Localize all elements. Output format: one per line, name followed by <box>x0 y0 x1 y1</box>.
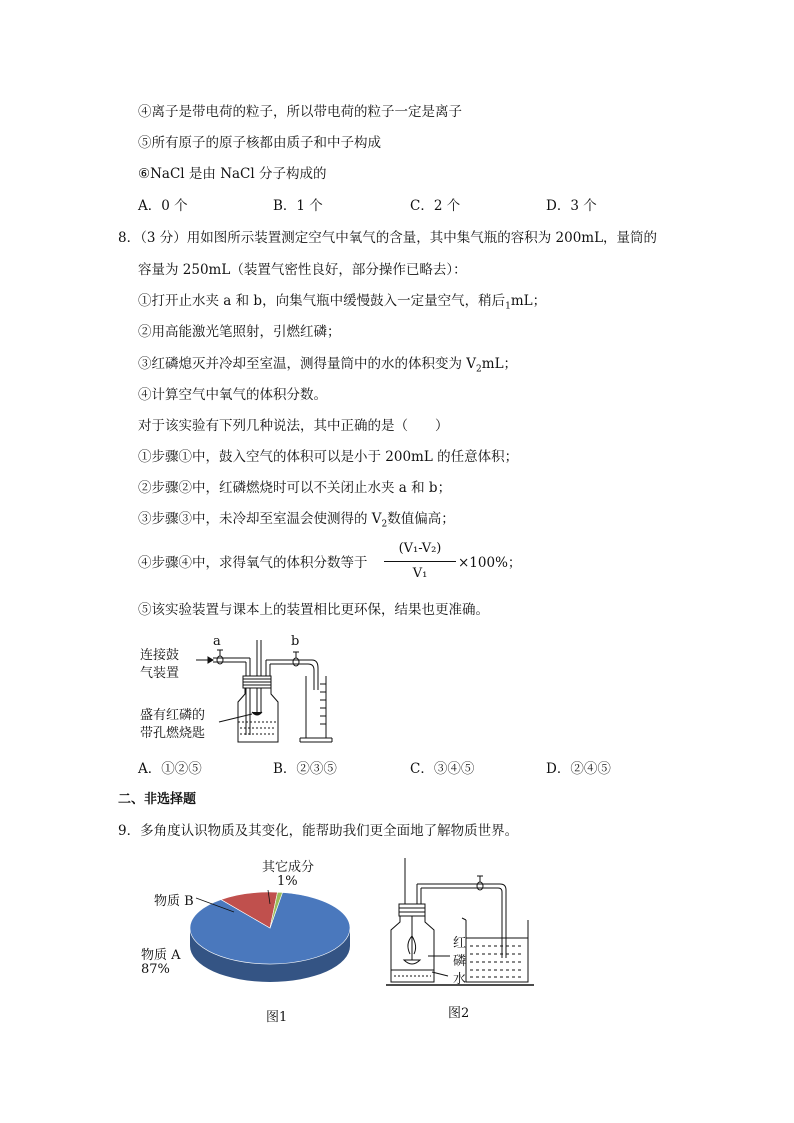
q8-label-connect-1: 连接鼓 <box>140 648 180 663</box>
q9-stem: 9．多角度认识物质及其变化，能帮助我们更全面地了解物质世界。 <box>118 823 519 839</box>
q8-fraction-denominator: V₁ <box>412 566 428 581</box>
q8-statement3-text: ③步骤③中，未冷却至室温会使测得的 V <box>138 511 382 527</box>
q7-item4: ④离子是带电荷的粒子，所以带电荷的粒子一定是离子 <box>138 104 462 120</box>
q8-statement2: ②步骤②中，红磷燃烧时可以不关闭止水夹 a 和 b； <box>138 480 452 496</box>
q9-pie-chart <box>180 888 370 1008</box>
q8-statement5: ⑤该实验装置与课本上的装置相比更环保，结果也更准确。 <box>138 602 489 618</box>
q9-figure2-caption: 图2 <box>448 1006 470 1021</box>
q9-label-other-pct: 1% <box>277 874 298 889</box>
q8-label-connect-2: 气装置 <box>140 666 180 681</box>
q8-stem-line1: 8．（3 分）用如图所示装置测定空气中氧气的含量，其中集气瓶的容积为 200mL，量筒的 <box>118 230 658 246</box>
q8-fraction-numerator: (V₁-V₂) <box>398 541 442 556</box>
q8-step1 <box>138 292 546 316</box>
q8-statement3-sub: 2 <box>381 519 388 530</box>
q8-statement3-end: 数值偏高； <box>387 511 455 527</box>
q9-figure1-caption: 图1 <box>266 1010 288 1025</box>
q8-step3-unit: mL； <box>481 356 518 372</box>
q8-step1-sub: 1 <box>505 301 511 312</box>
q9-label-water: 水 <box>453 972 467 987</box>
q8-step1-unit: mL； <box>510 293 547 309</box>
q8-option-a: A．①②⑤ <box>138 761 202 777</box>
q7-option-d: D．3 个 <box>546 198 597 214</box>
q9-label-phosphorus-1: 红 <box>453 936 467 951</box>
q8-ask: 对于该实验有下列几种说法，其中正确的是（ ） <box>138 418 449 434</box>
section-heading: 二、非选择题 <box>118 792 197 807</box>
q7-option-b: B．1 个 <box>273 198 323 214</box>
q8-statement4: ④步骤④中，求得氧气的体积分数等于 <box>138 555 368 571</box>
q9-label-a: 物质 A <box>141 948 181 963</box>
q8-step4: ④计算空气中氧气的体积分数。 <box>138 387 327 403</box>
q7-item6: ⑥NaCl 是由 NaCl 分子构成的 <box>138 166 327 182</box>
q8-statement1: ①步骤①中，鼓入空气的体积可以是小于 200mL 的任意体积； <box>138 449 519 465</box>
q9-label-a-pct: 87% <box>141 962 170 977</box>
q8-label-spoon-2: 带孔燃烧匙 <box>140 726 206 741</box>
q8-step2: ②用高能激光笔照射，引燃红磷； <box>138 324 341 340</box>
q8-option-b: B．②③⑤ <box>273 761 337 777</box>
q8-label-a: a <box>213 634 221 649</box>
q8-fraction-bar <box>384 561 456 562</box>
q8-label-b: b <box>291 634 300 649</box>
q8-step1-text: ①打开止水夹 a 和 b，向集气瓶中缓慢鼓入一定量空气，稍后 <box>138 293 506 309</box>
q8-statement3 <box>138 510 455 534</box>
q8-stem-line2: 容量为 250mL（装置气密性良好，部分操作已略去）： <box>138 262 467 278</box>
q9-label-other: 其它成分 <box>262 860 315 875</box>
q8-option-d: D．②④⑤ <box>546 761 611 777</box>
q7-option-c: C．2 个 <box>410 198 461 214</box>
q9-label-b: 物质 B <box>154 894 194 909</box>
q8-step3 <box>138 355 517 379</box>
q8-step3-text: ③红磷熄灭并冷却至室温，测得量筒中的水的体积变为 V <box>138 356 477 372</box>
q7-item5: ⑤所有原子的原子核都由质子和中子构成 <box>138 135 381 151</box>
q8-label-spoon-1: 盛有红磷的 <box>140 708 206 723</box>
q7-option-a: A．0 个 <box>138 198 188 214</box>
q8-step3-sub: 2 <box>476 364 482 375</box>
q8-option-c: C．③④⑤ <box>410 761 475 777</box>
q8-statement4-end: ×100%； <box>458 555 522 571</box>
q9-label-phosphorus-2: 磷 <box>453 954 467 969</box>
